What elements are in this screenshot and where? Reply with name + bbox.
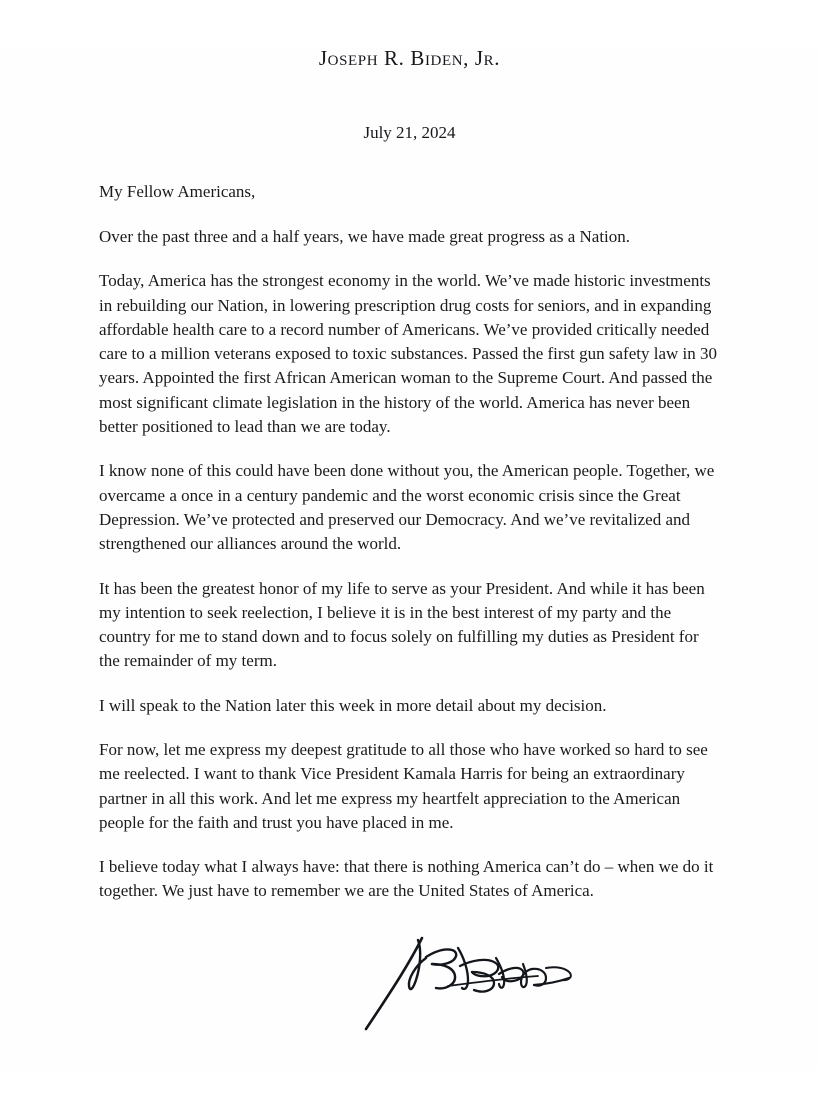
paragraph: I know none of this could have been done without you, the American people. Together, we overcame a once in a century pandemic and the worst economic crisis since the Great Depression. We’ve protected and preserved our Democracy. And we’ve revitalized and strengthened our alliances around the world. [99, 461, 715, 554]
paragraph: I will speak to the Nation later this week in more detail about my decision. [99, 695, 607, 715]
handwritten-signature-icon [360, 924, 590, 1039]
paragraph: I believe today what I always have: that there is nothing America can’t do – when we do it together. We just have to remember we are the United States of America. [99, 857, 714, 901]
signature-area [98, 924, 721, 1044]
paragraph: It has been the greatest honor of my life to serve as your President. And while it has been my intention to seek reelection, I believe it is in the best interest of my party and the country for me to stand down and to focus solely on fulfilling my duties as President for the remainder of my term. [99, 578, 705, 671]
page-footer-space [0, 1044, 819, 1104]
letterhead-title [0, 46, 819, 71]
paragraph: For now, let me express my deepest gratitude to all those who have worked so hard to see me reelected. I want to thank Vice President Kamala Harris for being an extraordinary partner in all this work. And let me express my heartfelt appreciation to the American people for the faith and trust you have placed in me. [99, 739, 708, 832]
letterhead-name: Joseph R. Biden, Jr. [318, 46, 501, 70]
letter-page [0, 46, 819, 1070]
salutation: My Fellow Americans, [99, 182, 256, 201]
paragraph: Today, America has the strongest economy in the world. We’ve made historic investments in rebuilding our Nation, in lowering prescription drug costs for seniors, and in expanding affordable health care to a record number of Americans. We’ve provided critically needed care to a million veterans exposed to toxic substances. Passed the first gun safety law in 30 years. Appointed the first African American woman to the Supreme Court. And passed the most significant climate legislation in the history of the world. America has never been better positioned to lead than we are today. [99, 271, 717, 437]
paragraph: Over the past three and a half years, we have made great progress as a Nation. [99, 226, 631, 246]
letter-body [97, 181, 722, 904]
letter-date: July 21, 2024 [363, 123, 456, 142]
